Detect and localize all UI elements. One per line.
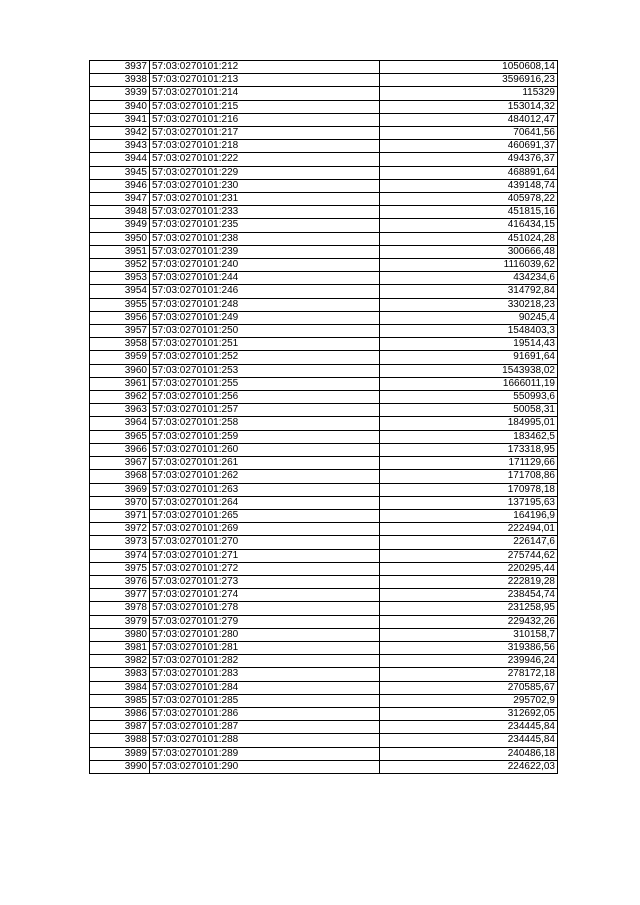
table-row: [90, 575, 558, 588]
row-number-cell: 3978: [90, 602, 150, 615]
table-row: [90, 536, 558, 549]
cadastral-number-cell: 57:03:0270101:280: [150, 628, 380, 641]
table-row: [90, 734, 558, 747]
table-row: [90, 285, 558, 298]
cadastral-number-cell: 57:03:0270101:217: [150, 127, 380, 140]
value-cell: 295702,9: [380, 694, 558, 707]
value-cell: 70641,56: [380, 127, 558, 140]
value-cell: 1050608,14: [380, 61, 558, 74]
row-number-cell: 3949: [90, 219, 150, 232]
table-row: [90, 74, 558, 87]
table-row: [90, 721, 558, 734]
table-row: [90, 457, 558, 470]
value-cell: 226147,6: [380, 536, 558, 549]
row-number-cell: 3946: [90, 179, 150, 192]
value-cell: 90245,4: [380, 311, 558, 324]
table-row: [90, 681, 558, 694]
value-cell: 314792,84: [380, 285, 558, 298]
cadastral-number-cell: 57:03:0270101:269: [150, 523, 380, 536]
value-cell: 451815,16: [380, 206, 558, 219]
row-number-cell: 3968: [90, 470, 150, 483]
value-cell: 153014,32: [380, 100, 558, 113]
value-cell: 405978,22: [380, 193, 558, 206]
value-cell: 240486,18: [380, 747, 558, 760]
cadastral-number-cell: 57:03:0270101:215: [150, 100, 380, 113]
table-row: [90, 655, 558, 668]
table-row: [90, 760, 558, 773]
row-number-cell: 3956: [90, 311, 150, 324]
value-cell: 229432,26: [380, 615, 558, 628]
value-cell: 234445,84: [380, 734, 558, 747]
value-cell: 416434,15: [380, 219, 558, 232]
row-number-cell: 3954: [90, 285, 150, 298]
table-row: [90, 140, 558, 153]
cadastral-number-cell: 57:03:0270101:289: [150, 747, 380, 760]
value-cell: 91691,64: [380, 351, 558, 364]
value-cell: 50058,31: [380, 404, 558, 417]
table-body: [90, 61, 558, 774]
table-row: [90, 377, 558, 390]
row-number-cell: 3947: [90, 193, 150, 206]
cadastral-number-cell: 57:03:0270101:260: [150, 443, 380, 456]
table-row: [90, 272, 558, 285]
table-row: [90, 641, 558, 654]
row-number-cell: 3958: [90, 338, 150, 351]
table-row: [90, 707, 558, 720]
value-cell: 550993,6: [380, 391, 558, 404]
value-cell: 1548403,3: [380, 325, 558, 338]
cadastral-number-cell: 57:03:0270101:263: [150, 483, 380, 496]
value-cell: 220295,44: [380, 562, 558, 575]
cadastral-number-cell: 57:03:0270101:222: [150, 153, 380, 166]
cadastral-number-cell: 57:03:0270101:262: [150, 470, 380, 483]
table-row: [90, 615, 558, 628]
value-cell: 1543938,02: [380, 364, 558, 377]
value-cell: 278172,18: [380, 668, 558, 681]
cadastral-number-cell: 57:03:0270101:255: [150, 377, 380, 390]
cadastral-number-cell: 57:03:0270101:274: [150, 589, 380, 602]
cadastral-number-cell: 57:03:0270101:272: [150, 562, 380, 575]
cadastral-number-cell: 57:03:0270101:286: [150, 707, 380, 720]
row-number-cell: 3962: [90, 391, 150, 404]
row-number-cell: 3952: [90, 259, 150, 272]
cadastral-number-cell: 57:03:0270101:212: [150, 61, 380, 74]
value-cell: 460691,37: [380, 140, 558, 153]
table-row: [90, 483, 558, 496]
cadastral-number-cell: 57:03:0270101:282: [150, 655, 380, 668]
table-row: [90, 589, 558, 602]
cadastral-number-cell: 57:03:0270101:240: [150, 259, 380, 272]
table-row: [90, 562, 558, 575]
cadastral-number-cell: 57:03:0270101:244: [150, 272, 380, 285]
table-row: [90, 311, 558, 324]
value-cell: 184995,01: [380, 417, 558, 430]
table-row: [90, 338, 558, 351]
cadastral-number-cell: 57:03:0270101:279: [150, 615, 380, 628]
cadastral-number-cell: 57:03:0270101:265: [150, 509, 380, 522]
row-number-cell: 3982: [90, 655, 150, 668]
table-row: [90, 351, 558, 364]
row-number-cell: 3987: [90, 721, 150, 734]
cadastral-number-cell: 57:03:0270101:246: [150, 285, 380, 298]
row-number-cell: 3951: [90, 245, 150, 258]
row-number-cell: 3939: [90, 87, 150, 100]
cadastral-number-cell: 57:03:0270101:261: [150, 457, 380, 470]
row-number-cell: 3977: [90, 589, 150, 602]
row-number-cell: 3965: [90, 430, 150, 443]
row-number-cell: 3970: [90, 496, 150, 509]
table-row: [90, 153, 558, 166]
row-number-cell: 3941: [90, 113, 150, 126]
row-number-cell: 3984: [90, 681, 150, 694]
table-row: [90, 325, 558, 338]
row-number-cell: 3971: [90, 509, 150, 522]
cadastral-number-cell: 57:03:0270101:257: [150, 404, 380, 417]
table-row: [90, 219, 558, 232]
value-cell: 222494,01: [380, 523, 558, 536]
row-number-cell: 3989: [90, 747, 150, 760]
row-number-cell: 3950: [90, 232, 150, 245]
value-cell: 310158,7: [380, 628, 558, 641]
value-cell: 170978,18: [380, 483, 558, 496]
row-number-cell: 3957: [90, 325, 150, 338]
cadastral-number-cell: 57:03:0270101:264: [150, 496, 380, 509]
table-row: [90, 668, 558, 681]
table-row: [90, 364, 558, 377]
cadastral-number-cell: 57:03:0270101:273: [150, 575, 380, 588]
table-row: [90, 549, 558, 562]
cadastral-number-cell: 57:03:0270101:248: [150, 298, 380, 311]
cadastral-number-cell: 57:03:0270101:238: [150, 232, 380, 245]
row-number-cell: 3990: [90, 760, 150, 773]
row-number-cell: 3948: [90, 206, 150, 219]
cadastral-number-cell: 57:03:0270101:230: [150, 179, 380, 192]
value-cell: 224622,03: [380, 760, 558, 773]
value-cell: 3596916,23: [380, 74, 558, 87]
value-cell: 484012,47: [380, 113, 558, 126]
cadastral-number-cell: 57:03:0270101:290: [150, 760, 380, 773]
table-row: [90, 391, 558, 404]
value-cell: 164196,9: [380, 509, 558, 522]
table-row: [90, 509, 558, 522]
row-number-cell: 3943: [90, 140, 150, 153]
table-row: [90, 496, 558, 509]
row-number-cell: 3976: [90, 575, 150, 588]
table-row: [90, 443, 558, 456]
value-cell: 19514,43: [380, 338, 558, 351]
row-number-cell: 3985: [90, 694, 150, 707]
value-cell: 238454,74: [380, 589, 558, 602]
table-row: [90, 602, 558, 615]
table-row: [90, 232, 558, 245]
cadastral-number-cell: 57:03:0270101:252: [150, 351, 380, 364]
table-row: [90, 694, 558, 707]
cadastral-number-cell: 57:03:0270101:253: [150, 364, 380, 377]
value-cell: 1116039,62: [380, 259, 558, 272]
value-cell: 300666,48: [380, 245, 558, 258]
cadastral-value-table: [89, 60, 558, 774]
row-number-cell: 3975: [90, 562, 150, 575]
value-cell: 137195,63: [380, 496, 558, 509]
value-cell: 468891,64: [380, 166, 558, 179]
row-number-cell: 3973: [90, 536, 150, 549]
cadastral-number-cell: 57:03:0270101:235: [150, 219, 380, 232]
table-row: [90, 179, 558, 192]
value-cell: 115329: [380, 87, 558, 100]
cadastral-number-cell: 57:03:0270101:214: [150, 87, 380, 100]
table-row: [90, 747, 558, 760]
cadastral-number-cell: 57:03:0270101:259: [150, 430, 380, 443]
value-cell: 330218,23: [380, 298, 558, 311]
row-number-cell: 3972: [90, 523, 150, 536]
row-number-cell: 3980: [90, 628, 150, 641]
row-number-cell: 3963: [90, 404, 150, 417]
cadastral-number-cell: 57:03:0270101:231: [150, 193, 380, 206]
table-row: [90, 430, 558, 443]
row-number-cell: 3988: [90, 734, 150, 747]
row-number-cell: 3940: [90, 100, 150, 113]
cadastral-number-cell: 57:03:0270101:287: [150, 721, 380, 734]
cadastral-number-cell: 57:03:0270101:218: [150, 140, 380, 153]
row-number-cell: 3959: [90, 351, 150, 364]
row-number-cell: 3960: [90, 364, 150, 377]
cadastral-number-cell: 57:03:0270101:233: [150, 206, 380, 219]
table-row: [90, 87, 558, 100]
table-row: [90, 628, 558, 641]
row-number-cell: 3986: [90, 707, 150, 720]
value-cell: 234445,84: [380, 721, 558, 734]
cadastral-number-cell: 57:03:0270101:251: [150, 338, 380, 351]
value-cell: 494376,37: [380, 153, 558, 166]
cadastral-number-cell: 57:03:0270101:213: [150, 74, 380, 87]
cadastral-number-cell: 57:03:0270101:256: [150, 391, 380, 404]
value-cell: 451024,28: [380, 232, 558, 245]
row-number-cell: 3964: [90, 417, 150, 430]
cadastral-number-cell: 57:03:0270101:283: [150, 668, 380, 681]
table-row: [90, 417, 558, 430]
cadastral-number-cell: 57:03:0270101:239: [150, 245, 380, 258]
cadastral-number-cell: 57:03:0270101:249: [150, 311, 380, 324]
value-cell: 439148,74: [380, 179, 558, 192]
table-row: [90, 523, 558, 536]
row-number-cell: 3945: [90, 166, 150, 179]
value-cell: 1666011,19: [380, 377, 558, 390]
table-row: [90, 166, 558, 179]
table-row: [90, 298, 558, 311]
table-row: [90, 404, 558, 417]
value-cell: 239946,24: [380, 655, 558, 668]
row-number-cell: 3961: [90, 377, 150, 390]
cadastral-number-cell: 57:03:0270101:288: [150, 734, 380, 747]
cadastral-number-cell: 57:03:0270101:250: [150, 325, 380, 338]
row-number-cell: 3983: [90, 668, 150, 681]
cadastral-number-cell: 57:03:0270101:229: [150, 166, 380, 179]
table-row: [90, 245, 558, 258]
row-number-cell: 3953: [90, 272, 150, 285]
document-page: [89, 60, 557, 774]
value-cell: 275744,62: [380, 549, 558, 562]
value-cell: 434234,6: [380, 272, 558, 285]
row-number-cell: 3969: [90, 483, 150, 496]
row-number-cell: 3938: [90, 74, 150, 87]
table-row: [90, 259, 558, 272]
table-row: [90, 61, 558, 74]
cadastral-number-cell: 57:03:0270101:278: [150, 602, 380, 615]
value-cell: 222819,28: [380, 575, 558, 588]
table-row: [90, 193, 558, 206]
cadastral-number-cell: 57:03:0270101:270: [150, 536, 380, 549]
cadastral-number-cell: 57:03:0270101:285: [150, 694, 380, 707]
value-cell: 270585,67: [380, 681, 558, 694]
row-number-cell: 3966: [90, 443, 150, 456]
value-cell: 171129,66: [380, 457, 558, 470]
cadastral-number-cell: 57:03:0270101:281: [150, 641, 380, 654]
row-number-cell: 3944: [90, 153, 150, 166]
row-number-cell: 3942: [90, 127, 150, 140]
value-cell: 231258,95: [380, 602, 558, 615]
row-number-cell: 3981: [90, 641, 150, 654]
row-number-cell: 3955: [90, 298, 150, 311]
table-row: [90, 470, 558, 483]
cadastral-number-cell: 57:03:0270101:284: [150, 681, 380, 694]
row-number-cell: 3979: [90, 615, 150, 628]
table-row: [90, 127, 558, 140]
row-number-cell: 3937: [90, 61, 150, 74]
value-cell: 173318,95: [380, 443, 558, 456]
value-cell: 312692,05: [380, 707, 558, 720]
table-row: [90, 100, 558, 113]
row-number-cell: 3967: [90, 457, 150, 470]
cadastral-number-cell: 57:03:0270101:271: [150, 549, 380, 562]
cadastral-number-cell: 57:03:0270101:258: [150, 417, 380, 430]
value-cell: 183462,5: [380, 430, 558, 443]
row-number-cell: 3974: [90, 549, 150, 562]
value-cell: 319386,56: [380, 641, 558, 654]
table-row: [90, 206, 558, 219]
table-row: [90, 113, 558, 126]
cadastral-number-cell: 57:03:0270101:216: [150, 113, 380, 126]
value-cell: 171708,86: [380, 470, 558, 483]
